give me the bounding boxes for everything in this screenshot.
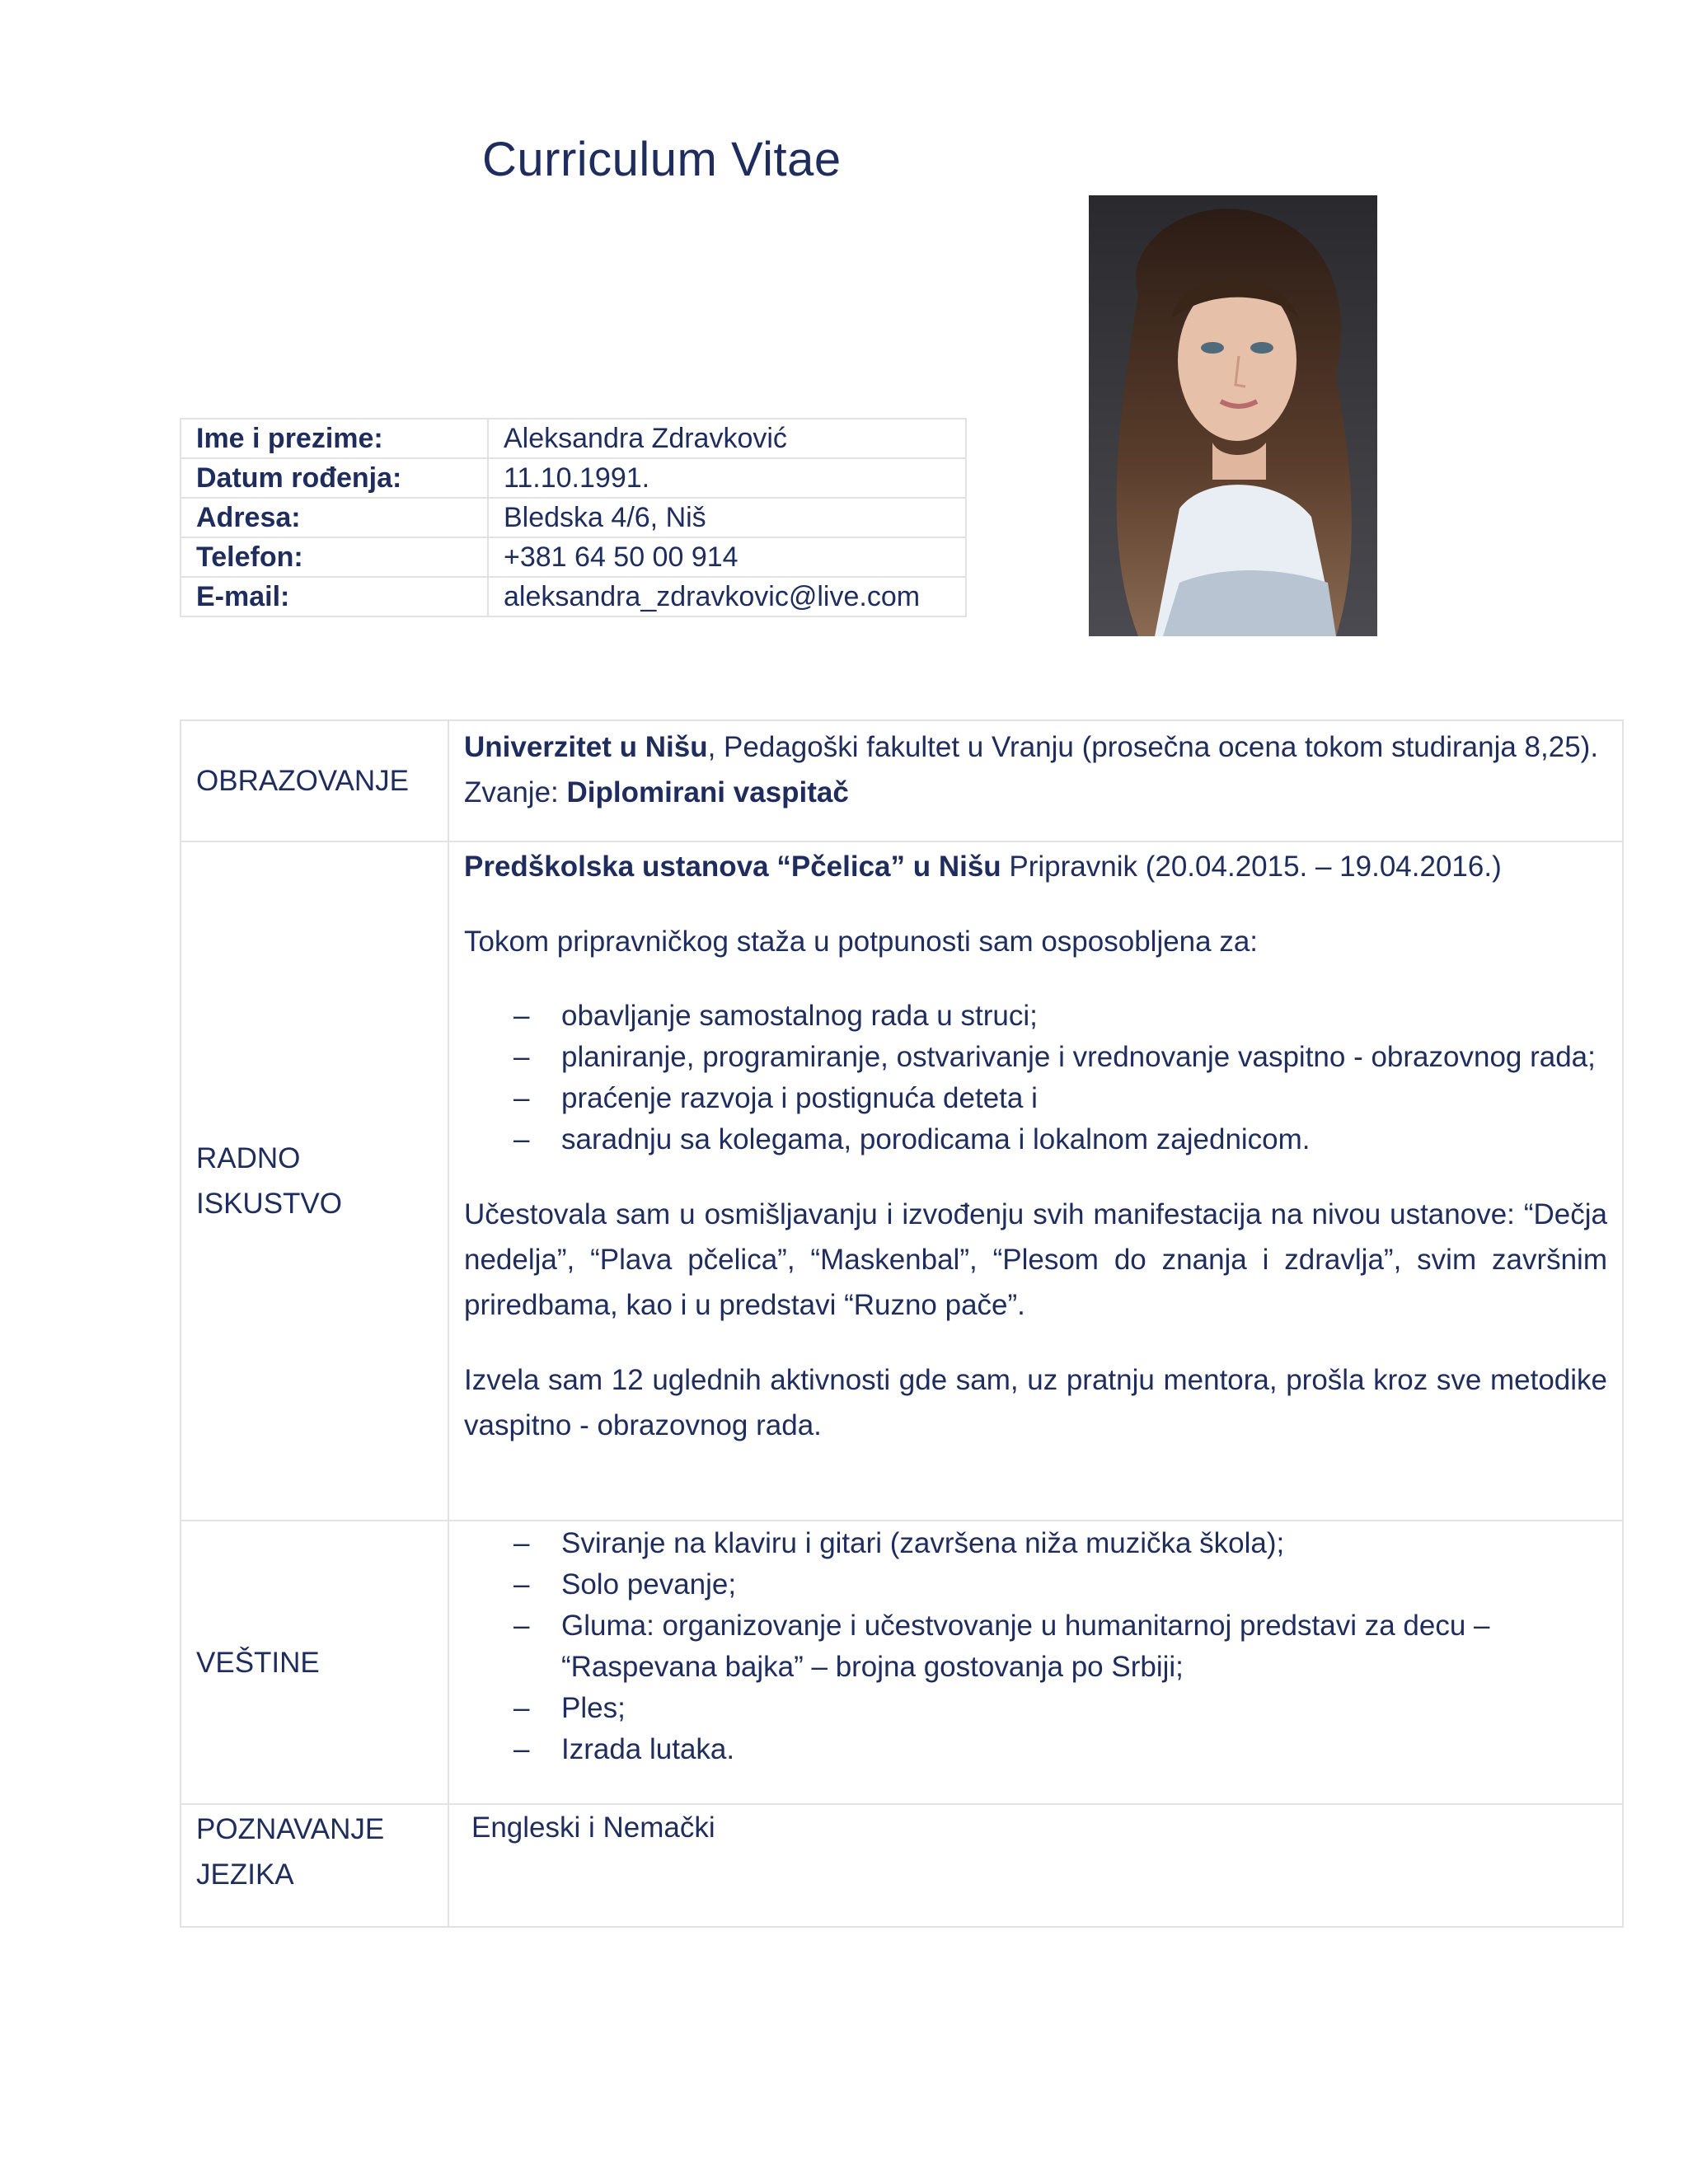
list-item: – praćenje razvoja i postignuća deteta i xyxy=(513,1082,1038,1114)
info-value: aleksandra_zdravkovic@live.com xyxy=(488,577,966,616)
education-detail: , Pedagoški fakultet u Vranju (prosečna ocena tokom studiranja 8,25). Zvanje: xyxy=(464,731,1599,808)
skills-list xyxy=(464,1523,1607,1770)
info-row xyxy=(181,419,966,458)
info-label: Datum rođenja: xyxy=(181,458,488,498)
education-text xyxy=(464,721,1607,815)
degree-title: Diplomirani vaspitač xyxy=(566,776,849,808)
education-row xyxy=(181,720,1623,841)
info-row xyxy=(181,577,966,616)
languages-value: Engleski i Nemački xyxy=(448,1804,1623,1927)
info-label: Adresa: xyxy=(181,498,488,537)
employer-name: Predškolska ustanova “Pčelica” u Nišu xyxy=(464,851,1001,883)
experience-intro: Tokom pripravničkog staža u potpunosti sam osposobljena za: xyxy=(464,926,1259,958)
experience-heading xyxy=(181,841,448,1521)
profile-photo xyxy=(1089,195,1377,636)
list-item: – planiranje, programiranje, ostvarivanje i vrednovanje vaspitno - obrazovnog rada; xyxy=(513,1041,1596,1073)
experience-heading-line2: ISKUSTVO xyxy=(196,1188,342,1220)
list-item: – Solo pevanje; xyxy=(513,1568,737,1601)
info-label: Telefon: xyxy=(181,537,488,577)
experience-content xyxy=(448,841,1623,1521)
experience-paragraph-2: Izvela sam 12 uglednih aktivnosti gde sam, uz pratnju mentora, prošla kroz sve metodike vaspitno - obrazovnog rada. xyxy=(464,1364,1607,1441)
page-title: Curriculum Vitae xyxy=(482,133,842,186)
skills-heading: VEŠTINE xyxy=(181,1521,448,1804)
duties-list xyxy=(464,996,1607,1160)
employer-line xyxy=(464,844,1607,889)
skills-content xyxy=(448,1521,1623,1804)
list-item: – Gluma: organizovanje i učestvovanje u humanitarnoj predstavi za decu – “Raspevana bajka” – brojna gostovanja po Srbiji; xyxy=(513,1610,1490,1683)
cv-table xyxy=(180,719,1624,1928)
info-label: E-mail: xyxy=(181,577,488,616)
info-value: +381 64 50 00 914 xyxy=(488,537,966,577)
list-item: – Sviranje na klaviru i gitari (završena niža muzička škola); xyxy=(513,1527,1285,1559)
list-item: – obavljanje samostalnog rada u struci; xyxy=(513,1000,1038,1032)
experience-paragraph-1: Učestovala sam u osmišljavanju i izvođenju svih manifestacija na nivou ustanove: “Dečja nedelja”, “Plava pčelica”, “Maskenbal”, “Plesom do znanja i zdravlja”, svim završnim priredbama, kao i u predstavi “Ruzno pače”. xyxy=(464,1198,1607,1321)
languages-heading-line1: POZNAVANJE xyxy=(196,1813,385,1845)
personal-info-table xyxy=(180,418,967,617)
position-dates: Pripravnik (20.04.2015. – 19.04.2016.) xyxy=(1001,851,1502,883)
info-value: 11.10.1991. xyxy=(488,458,966,498)
list-item: – Ples; xyxy=(513,1692,626,1724)
info-row xyxy=(181,498,966,537)
list-item: – saradnju sa kolegama, porodicama i lokalnom zajednicom. xyxy=(513,1123,1311,1155)
experience-heading-line1: RADNO xyxy=(196,1142,301,1174)
languages-row xyxy=(181,1804,1623,1927)
info-value: Bledska 4/6, Niš xyxy=(488,498,966,537)
info-row xyxy=(181,537,966,577)
info-label: Ime i prezime: xyxy=(181,419,488,458)
languages-heading-line2: JEZIKA xyxy=(196,1858,294,1891)
experience-row xyxy=(181,841,1623,1521)
list-item: – Izrada lutaka. xyxy=(513,1733,735,1765)
portrait-illustration xyxy=(1089,195,1377,636)
university-name: Univerzitet u Nišu xyxy=(464,731,708,763)
skills-row xyxy=(181,1521,1623,1804)
info-value: Aleksandra Zdravković xyxy=(488,419,966,458)
languages-heading xyxy=(181,1804,448,1927)
education-content xyxy=(448,720,1623,841)
education-heading: OBRAZOVANJE xyxy=(181,720,448,841)
info-row xyxy=(181,458,966,498)
